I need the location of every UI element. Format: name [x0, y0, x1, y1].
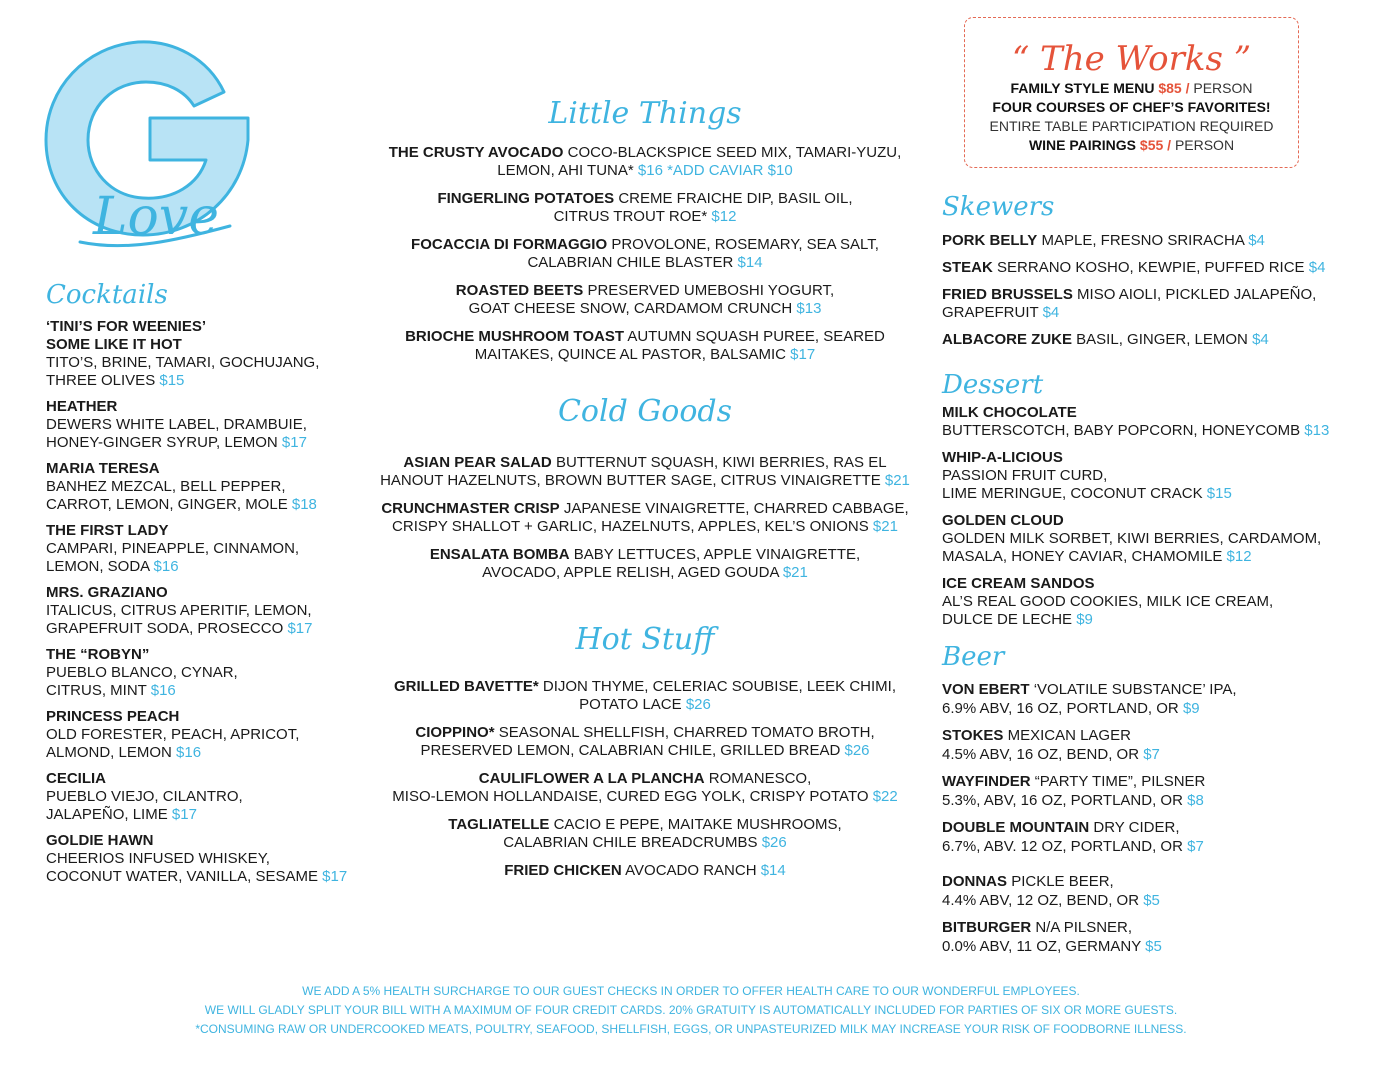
item-line-1	[355, 724, 935, 742]
item-description: MAPLE, FRESNO SRIRACHA	[1041, 232, 1245, 249]
item-price: $4	[1252, 331, 1269, 348]
item-line-1	[355, 770, 935, 788]
item-price: $17	[287, 620, 313, 637]
footer-line-2: WE WILL GLADLY SPLIT YOUR BILL WITH A MAXIMUM OF FOUR CREDIT CARDS. 20% GRATUITY IS AUTOMATICALLY INCLUDED FOR PARTIES OF SIX OR MORE GUESTS.	[204, 1003, 1178, 1017]
item-price: $26	[761, 834, 787, 851]
item-description: N/A PILSNER,	[1035, 919, 1133, 936]
item-name: CECILIA	[46, 770, 106, 787]
item-description	[46, 726, 376, 744]
item-price: $16	[176, 744, 202, 761]
beer-list	[942, 680, 1362, 956]
item-description: SERRANO KOSHO, KEWPIE, PUFFED RICE	[997, 259, 1305, 276]
item-name: WHIP-A-LICIOUS	[942, 449, 1063, 466]
item-description	[46, 744, 376, 762]
item-description: BABY LETTUCES, APPLE VINAIGRETTE,	[573, 546, 861, 563]
item-line-2	[942, 699, 1362, 718]
item-name: THE “ROBYN”	[46, 646, 150, 663]
item-description: AVOCADO RANCH	[625, 862, 757, 879]
item-name: MRS. GRAZIANO	[46, 584, 168, 601]
item-line-1	[942, 726, 1362, 745]
description-text: HONEY-GINGER SYRUP, LEMON	[46, 434, 278, 451]
description-text: LIME MERINGUE, COCONUT CRACK	[942, 485, 1203, 502]
item-name: HEATHER	[46, 398, 118, 415]
item-name-secondary: SOME LIKE IT HOT	[46, 336, 182, 353]
dessert-item	[942, 449, 1362, 503]
cocktail-list	[46, 318, 376, 886]
little-things-item	[355, 144, 935, 180]
item-name: DOUBLE MOUNTAIN	[942, 819, 1090, 836]
item-description	[46, 434, 376, 452]
little-things-item	[355, 282, 935, 318]
hot-stuff-item	[355, 770, 935, 806]
beer-item	[942, 818, 1362, 856]
item-price: $17	[322, 868, 348, 885]
item-name: THE FIRST LADY	[46, 522, 169, 539]
item-line-1	[942, 286, 1362, 304]
beer-section	[942, 640, 1362, 964]
item-name: DONNAS	[942, 873, 1008, 890]
footer-line-1: WE ADD A 5% HEALTH SURCHARGE TO OUR GUEST CHECKS IN ORDER TO OFFER HEALTH CARE TO OUR WONDERFUL EMPLOYEES.	[302, 984, 1080, 998]
item-line-2	[355, 472, 935, 490]
item-price: $14	[760, 862, 786, 879]
hot-stuff-item	[355, 724, 935, 760]
description-text: TITO’S, BRINE, TAMARI, GOCHUJANG,	[46, 354, 320, 371]
cocktails-heading: Cocktails	[46, 280, 168, 310]
description-text: MASALA, HONEY CAVIAR, CHAMOMILE	[942, 548, 1223, 565]
hot-stuff-item	[355, 678, 935, 714]
item-name: ENSALATA BOMBA	[429, 546, 570, 563]
description-text: CAMPARI, PINEAPPLE, CINNAMON,	[46, 540, 300, 557]
little-things-section	[355, 94, 935, 374]
item-price: $12	[1226, 548, 1252, 565]
hot-stuff-item	[355, 816, 935, 852]
item-line-1	[942, 918, 1362, 937]
skewer-item	[942, 331, 1362, 349]
item-name: PRINCESS PEACH	[46, 708, 180, 725]
item-line-2	[355, 742, 935, 760]
description-text: BANHEZ MEZCAL, BELL PEPPER,	[46, 478, 286, 495]
description-text: OLD FORESTER, PEACH, APRICOT,	[46, 726, 300, 743]
description-text: ALMOND, LEMON	[46, 744, 172, 761]
item-price: $21	[884, 472, 910, 489]
the-works-box	[964, 17, 1299, 168]
item-description-cont: CITRUS TROUT ROE*	[553, 208, 708, 225]
item-name: WAYFINDER	[942, 773, 1031, 790]
item-description	[46, 540, 376, 558]
item-description	[46, 496, 376, 514]
item-line-1	[355, 546, 935, 564]
item-description-cont: LEMON, AHI TUNA*	[497, 162, 634, 179]
item-description-cont: CRISPY SHALLOT + GARLIC, HAZELNUTS, APPLES, KEL’S ONIONS	[392, 518, 869, 535]
item-description: DRY CIDER,	[1093, 819, 1180, 836]
item-description-cont: CALABRIAN CHILE BLASTER	[527, 254, 734, 271]
logo-graphic	[38, 30, 266, 256]
cold-goods-item	[355, 546, 935, 582]
item-line-2	[355, 208, 935, 226]
hot-stuff-list	[355, 678, 935, 880]
item-price: $17	[790, 346, 816, 363]
item-line-2	[355, 788, 935, 806]
cocktail-item	[46, 522, 376, 576]
item-price: $18	[291, 496, 317, 513]
item-line-1	[355, 190, 935, 208]
cold-goods-item	[355, 500, 935, 536]
description-text: DULCE DE LECHE	[942, 611, 1073, 628]
item-line-2	[355, 162, 935, 180]
item-price: $26	[844, 742, 870, 759]
footer-line-3: *CONSUMING RAW OR UNDERCOOKED MEATS, POULTRY, SEAFOOD, SHELLFISH, EGGS, OR UNPASTEURIZED MILK MAY INCREASE YOUR RISK OF FOODBORNE ILLNESS.	[195, 1022, 1187, 1036]
cold-goods-section	[355, 392, 935, 592]
item-specs: 0.0% ABV, 11 OZ, GERMANY	[942, 938, 1141, 955]
item-name: STOKES	[942, 727, 1004, 744]
item-line-1	[942, 331, 1362, 349]
item-description: BUTTERNUT SQUASH, KIWI BERRIES, RAS EL	[555, 454, 887, 471]
item-line-1	[355, 862, 935, 880]
item-price: $22	[872, 788, 898, 805]
item-description-cont: GOAT CHEESE SNOW, CARDAMOM CRUNCH	[468, 300, 793, 317]
description-text: LEMON, SODA	[46, 558, 150, 575]
item-name: FINGERLING POTATOES	[437, 190, 615, 207]
item-name: ALBACORE ZUKE	[942, 331, 1072, 348]
item-description: AL’S REAL GOOD COOKIES, MILK ICE CREAM,	[942, 593, 1274, 610]
item-name: CIOPPINO*	[415, 724, 495, 741]
item-line-1	[355, 328, 935, 346]
item-name: VON EBERT	[942, 681, 1030, 698]
description-text: THREE OLIVES	[46, 372, 156, 389]
skewers-section	[942, 190, 1362, 358]
item-price: $9	[1182, 700, 1200, 717]
item-description: BASIL, GINGER, LEMON	[1076, 331, 1248, 348]
item-description	[46, 868, 376, 886]
item-line-1	[355, 144, 935, 162]
item-price: $15	[159, 372, 185, 389]
item-description-cont	[942, 422, 1362, 440]
item-price: $16	[153, 558, 179, 575]
item-description	[46, 620, 376, 638]
works-line-1: FAMILY STYLE MENU $85 / PERSON	[1010, 80, 1253, 96]
skewer-item	[942, 286, 1362, 322]
item-description-cont: AVOCADO, APPLE RELISH, AGED GOUDA	[482, 564, 779, 581]
item-description	[46, 478, 376, 496]
cocktail-item	[46, 832, 376, 886]
works-line-4: WINE PAIRINGS $55 / PERSON	[1028, 137, 1235, 153]
item-description	[46, 664, 376, 682]
item-name: GRILLED BAVETTE*	[393, 678, 539, 695]
item-description-cont: HANOUT HAZELNUTS, BROWN BUTTER SAGE, CITRUS VINAIGRETTE	[380, 472, 881, 489]
item-description: ‘VOLATILE SUBSTANCE’ IPA,	[1033, 681, 1237, 698]
cocktail-item	[46, 708, 376, 762]
item-line-2	[355, 346, 935, 364]
item-price: $7	[1143, 746, 1160, 763]
item-description: COCO-BLACKSPICE SEED MIX, TAMARI-YUZU,	[567, 144, 902, 161]
item-price: $17	[281, 434, 307, 451]
item-name: CRUNCHMASTER CRISP	[381, 500, 560, 517]
item-description: JAPANESE VINAIGRETTE, CHARRED CABBAGE,	[563, 500, 909, 517]
item-price: $26	[685, 696, 711, 713]
item-line-2	[942, 837, 1362, 856]
item-name: ROASTED BEETS	[455, 282, 584, 299]
item-description	[46, 558, 376, 576]
item-description	[46, 788, 376, 806]
item-price: $9	[1076, 611, 1093, 628]
beer-item	[942, 726, 1362, 764]
works-line-2: FOUR COURSES OF CHEF’S FAVORITES!	[992, 99, 1271, 115]
item-name: MILK CHOCOLATE	[942, 404, 1077, 421]
cocktail-item	[46, 460, 376, 514]
item-description: SEASONAL SHELLFISH, CHARRED TOMATO BROTH,	[498, 724, 875, 741]
description-text: CHEERIOS INFUSED WHISKEY,	[46, 850, 270, 867]
item-description-cont: MAITAKES, QUINCE AL PASTOR, BALSAMIC	[474, 346, 786, 363]
little-things-list	[355, 144, 935, 364]
item-name: TAGLIATELLE	[448, 816, 550, 833]
item-line-1	[355, 500, 935, 518]
footer-notes	[0, 982, 1382, 1039]
item-description-cont	[942, 548, 1362, 566]
item-description	[46, 416, 376, 434]
item-line-1	[942, 818, 1362, 837]
item-price: $5	[1143, 892, 1160, 909]
item-price: $13	[1304, 422, 1330, 439]
dessert-heading: Dessert	[942, 370, 1044, 400]
works-line-3: ENTIRE TABLE PARTICIPATION REQUIRED	[989, 118, 1274, 134]
item-description	[46, 372, 376, 390]
logo-word: Love	[93, 187, 219, 247]
cocktail-item	[46, 398, 376, 452]
item-line-2	[355, 834, 935, 852]
item-line-2	[942, 891, 1362, 910]
beer-item	[942, 872, 1362, 910]
hot-stuff-item	[355, 862, 935, 880]
item-name: FRIED CHICKEN	[504, 862, 622, 879]
item-description	[46, 850, 376, 868]
item-price: $15	[1206, 485, 1232, 502]
description-text: COCONUT WATER, VANILLA, SESAME	[46, 868, 318, 885]
item-line-2	[355, 518, 935, 536]
description-text: PUEBLO BLANCO, CYNAR,	[46, 664, 238, 681]
beer-heading: Beer	[942, 642, 1005, 672]
item-price: $7	[1187, 838, 1204, 855]
item-line-1	[355, 282, 935, 300]
little-things-heading: Little Things	[548, 96, 742, 131]
hot-stuff-section	[355, 620, 935, 890]
item-description: CREME FRAICHE DIP, BASIL OIL,	[618, 190, 853, 207]
item-line-1	[942, 259, 1362, 277]
item-specs: 4.4% ABV, 12 OZ, BEND, OR	[942, 892, 1140, 909]
item-description-cont	[942, 485, 1362, 503]
item-name: PORK BELLY	[942, 232, 1038, 249]
item-description: MEXICAN LAGER	[1007, 727, 1131, 744]
logo	[38, 30, 266, 256]
dessert-item	[942, 512, 1362, 566]
cold-goods-list	[355, 454, 935, 582]
item-specs: 5.3%, ABV, 16 OZ, PORTLAND, OR	[942, 792, 1183, 809]
item-price: $4	[1042, 304, 1060, 321]
item-line-1	[942, 680, 1362, 699]
item-price: $16 *ADD CAVIAR $10	[637, 162, 793, 179]
description-text: GRAPEFRUIT SODA, PROSECCO	[46, 620, 284, 637]
item-name: FOCACCIA DI FORMAGGIO	[411, 236, 608, 253]
description-text: CARROT, LEMON, GINGER, MOLE	[46, 496, 288, 513]
item-name: ICE CREAM SANDOS	[942, 575, 1095, 592]
description-text: DEWERS WHITE LABEL, DRAMBUIE,	[46, 416, 307, 433]
cocktail-item	[46, 770, 376, 824]
item-price: $13	[796, 300, 822, 317]
item-name: MARIA TERESA	[46, 460, 160, 477]
item-description-cont: MISO-LEMON HOLLANDAISE, CURED EGG YOLK, CRISPY POTATO	[392, 788, 869, 805]
item-name: ‘TINI’S FOR WEENIES’	[46, 318, 207, 335]
item-price: $21	[782, 564, 808, 581]
skewer-item	[942, 259, 1362, 277]
description-text: PUEBLO VIEJO, CILANTRO,	[46, 788, 243, 805]
the-works-title: “ The Works ”	[1011, 39, 1252, 79]
item-line-1	[355, 678, 935, 696]
item-description: PROVOLONE, ROSEMARY, SEA SALT,	[611, 236, 879, 253]
item-line-2	[355, 564, 935, 582]
item-name: ASIAN PEAR SALAD	[403, 454, 552, 471]
item-specs: 6.7%, ABV. 12 OZ, PORTLAND, OR	[942, 838, 1183, 855]
item-name: CAULIFLOWER A LA PLANCHA	[478, 770, 705, 787]
little-things-item	[355, 236, 935, 272]
item-line-2	[942, 745, 1362, 764]
item-description: AUTUMN SQUASH PUREE, SEARED	[627, 328, 885, 345]
item-description: DIJON THYME, CELERIAC SOUBISE, LEEK CHIMI,	[542, 678, 897, 695]
item-price: $16	[150, 682, 176, 699]
item-price: $12	[711, 208, 737, 225]
item-price: $4	[1308, 259, 1326, 276]
item-name: GOLDIE HAWN	[46, 832, 154, 849]
dessert-section	[942, 368, 1362, 638]
item-name: STEAK	[942, 259, 993, 276]
skewer-item	[942, 232, 1362, 250]
little-things-item	[355, 190, 935, 226]
item-description: ROMANESCO,	[708, 770, 812, 787]
item-description: CACIO E PEPE, MAITAKE MUSHROOMS,	[553, 816, 842, 833]
item-description	[46, 354, 376, 372]
item-description-cont: POTATO LACE	[579, 696, 682, 713]
little-things-item	[355, 328, 935, 364]
item-description: “PARTY TIME”, PILSNER	[1034, 773, 1206, 790]
item-name: BRIOCHE MUSHROOM TOAST	[405, 328, 624, 345]
item-specs: 4.5% ABV, 16 OZ, BEND, OR	[942, 746, 1140, 763]
item-description	[46, 806, 376, 824]
beer-item	[942, 680, 1362, 718]
item-line-1	[355, 454, 935, 472]
dessert-item	[942, 575, 1362, 629]
item-description-cont	[942, 611, 1362, 629]
item-name: THE CRUSTY AVOCADO	[388, 144, 564, 161]
item-description: GOLDEN MILK SORBET, KIWI BERRIES, CARDAMOM,	[942, 530, 1322, 547]
item-description-cont: PRESERVED LEMON, CALABRIAN CHILE, GRILLED BREAD	[420, 742, 841, 759]
description-text: CITRUS, MINT	[46, 682, 147, 699]
description-text: JALAPEÑO, LIME	[46, 806, 168, 823]
item-price: $5	[1145, 938, 1162, 955]
item-line-2	[355, 696, 935, 714]
cocktail-item	[46, 646, 376, 700]
item-line-2	[942, 304, 1362, 322]
description-text: BUTTERSCOTCH, BABY POPCORN, HONEYCOMB	[942, 422, 1301, 439]
cocktail-item	[46, 584, 376, 638]
item-description: MISO AIOLI, PICKLED JALAPEÑO,	[1077, 286, 1317, 303]
item-price: $21	[872, 518, 898, 535]
cocktail-item	[46, 318, 376, 390]
description-text: ITALICUS, CITRUS APERITIF, LEMON,	[46, 602, 312, 619]
skewers-list	[942, 232, 1362, 349]
item-line-2	[355, 254, 935, 272]
skewers-heading: Skewers	[942, 192, 1055, 222]
item-line-1	[355, 236, 935, 254]
item-line-1	[942, 872, 1362, 891]
item-price: $14	[737, 254, 763, 271]
item-specs: 6.9% ABV, 16 OZ, PORTLAND, OR	[942, 700, 1179, 717]
item-price: $8	[1187, 792, 1204, 809]
item-line-1	[355, 816, 935, 834]
item-line-1	[942, 772, 1362, 791]
beer-item	[942, 918, 1362, 956]
item-description: PASSION FRUIT CURD,	[942, 467, 1108, 484]
item-name: FRIED BRUSSELS	[942, 286, 1073, 303]
item-name: GOLDEN CLOUD	[942, 512, 1064, 529]
beer-item	[942, 772, 1362, 810]
item-line-2	[355, 300, 935, 318]
item-price: $17	[171, 806, 197, 823]
item-price: $4	[1248, 232, 1265, 249]
cold-goods-heading: Cold Goods	[557, 394, 733, 429]
item-description	[46, 682, 376, 700]
dessert-item	[942, 404, 1362, 440]
cocktails-section	[46, 278, 376, 894]
item-description-cont: CALABRIAN CHILE BREADCRUMBS	[503, 834, 758, 851]
item-line-1	[942, 232, 1362, 250]
cold-goods-item	[355, 454, 935, 490]
item-description	[46, 602, 376, 620]
item-name: BITBURGER	[942, 919, 1032, 936]
item-description: PICKLE BEER,	[1011, 873, 1114, 890]
item-description-cont: GRAPEFRUIT	[942, 304, 1039, 321]
hot-stuff-heading: Hot Stuff	[575, 622, 715, 657]
dessert-list	[942, 404, 1362, 629]
item-description: PRESERVED UMEBOSHI YOGURT,	[587, 282, 835, 299]
item-line-2	[942, 937, 1362, 956]
item-line-2	[942, 791, 1362, 810]
